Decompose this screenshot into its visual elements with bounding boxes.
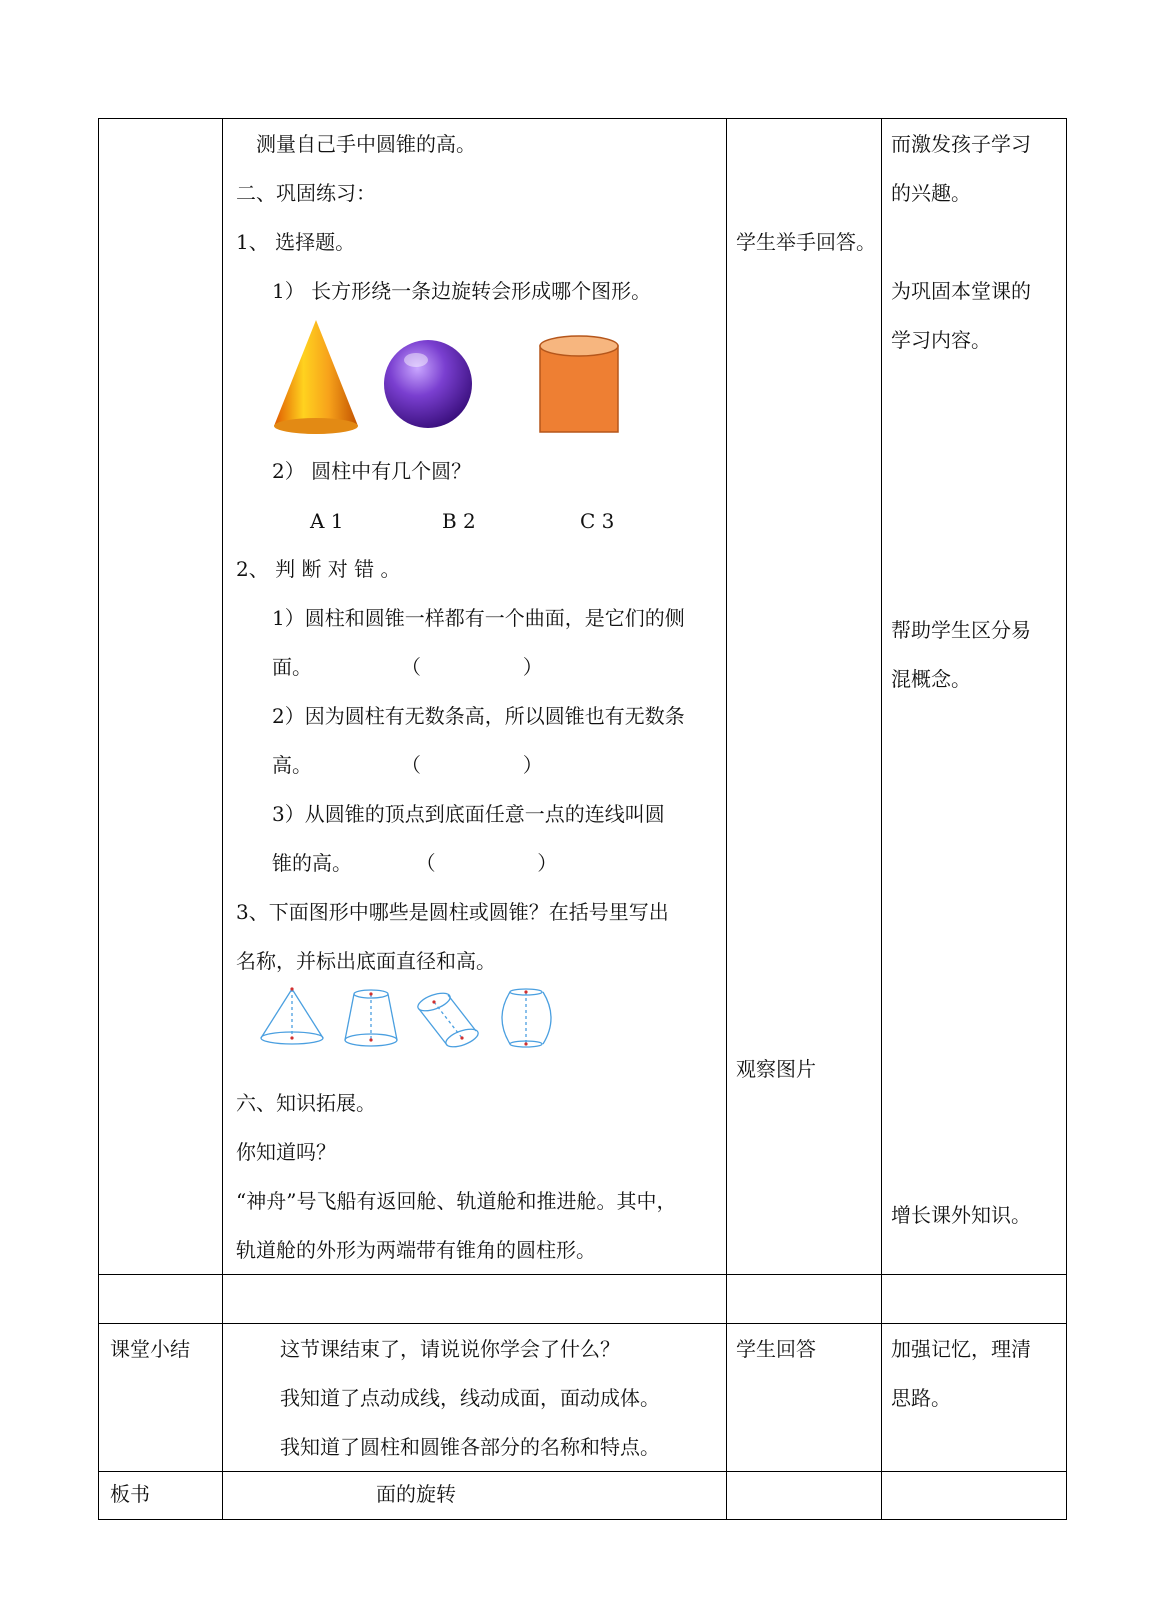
board-label: 板书 xyxy=(110,1482,150,1506)
solids-line-drawing xyxy=(258,986,570,1052)
table-border-top xyxy=(98,118,1066,119)
design-intent: 帮助学生区分易 xyxy=(891,618,1031,642)
summary-line: 我知道了圆柱和圆锥各部分的名称和特点。 xyxy=(280,1435,660,1459)
option-a: A 1 xyxy=(310,509,344,533)
cone-icon xyxy=(274,320,358,434)
cylinder-icon xyxy=(540,336,618,432)
design-intent: 混概念。 xyxy=(891,667,971,691)
table-divider-1 xyxy=(222,118,223,1520)
table-border-right xyxy=(1066,118,1067,1520)
judge-statement: 2）因为圆柱有无数条高，所以圆锥也有无数条 xyxy=(272,704,685,728)
student-activity: 观察图片 xyxy=(736,1057,816,1081)
option-c: C 3 xyxy=(580,509,615,533)
summary-intent: 加强记忆，理清 xyxy=(891,1337,1031,1361)
design-intent: 增长课外知识。 xyxy=(891,1203,1031,1227)
question-text: 1） 长方形绕一条边旋转会形成哪个图形。 xyxy=(272,279,652,303)
summary-line: 这节课结束了，请说说你学会了什么？ xyxy=(280,1337,620,1361)
judge-statement: 高。 （ ） xyxy=(272,753,543,777)
cone-outline-icon xyxy=(261,989,323,1044)
judge-statement: 1）圆柱和圆锥一样都有一个曲面，是它们的侧 xyxy=(272,606,685,630)
table-divider-2 xyxy=(726,118,727,1520)
tilted-cylinder-outline-icon xyxy=(416,990,481,1051)
design-intent: 学习内容。 xyxy=(891,328,991,352)
table-border-bottom xyxy=(98,1519,1066,1520)
frustum-outline-icon xyxy=(345,990,397,1046)
summary-line: 我知道了点动成线，线动成面，面动成体。 xyxy=(280,1386,660,1410)
row-divider-3 xyxy=(98,1471,1066,1472)
option-b: B 2 xyxy=(442,509,476,533)
row-divider-2 xyxy=(98,1323,1066,1324)
board-content: 面的旋转 xyxy=(376,1482,456,1506)
question-heading: 2、 判 断 对 错 。 xyxy=(236,557,401,581)
main-line: 你知道吗？ xyxy=(236,1140,336,1164)
sphere-icon xyxy=(384,340,472,428)
design-intent: 的兴趣。 xyxy=(891,181,971,205)
design-intent: 为巩固本堂课的 xyxy=(891,279,1031,303)
main-line: “神舟”号飞船有返回舱、轨道舱和推进舱。其中， xyxy=(236,1189,677,1213)
question-heading: 3、下面图形中哪些是圆柱或圆锥？在括号里写出 xyxy=(236,900,669,924)
judge-statement: 3）从圆锥的顶点到底面任意一点的连线叫圆 xyxy=(272,802,665,826)
summary-intent: 思路。 xyxy=(891,1386,951,1410)
main-line: 测量自己手中圆锥的高。 xyxy=(256,132,476,156)
section-heading: 二、巩固练习： xyxy=(236,181,376,205)
section-heading: 六、知识拓展。 xyxy=(236,1091,376,1115)
student-activity: 学生举手回答。 xyxy=(736,230,876,254)
judge-statement: 锥的高。 （ ） xyxy=(272,851,558,875)
design-intent: 而激发孩子学习 xyxy=(891,132,1031,156)
table-border-left xyxy=(98,118,99,1520)
question-text: 名称，并标出底面直径和高。 xyxy=(236,949,496,973)
question-heading: 1、 选择题。 xyxy=(236,230,356,254)
summary-label: 课堂小结 xyxy=(110,1337,190,1361)
shape-choices-illustration xyxy=(268,318,628,440)
summary-student: 学生回答 xyxy=(736,1337,816,1361)
main-line: 轨道舱的外形为两端带有锥角的圆柱形。 xyxy=(236,1238,596,1262)
judge-statement: 面。 （ ） xyxy=(272,655,543,679)
row-divider-1 xyxy=(98,1274,1066,1275)
barrel-outline-icon xyxy=(502,989,551,1047)
question-text: 2） 圆柱中有几个圆？ xyxy=(272,459,472,483)
table-divider-3 xyxy=(881,118,882,1520)
